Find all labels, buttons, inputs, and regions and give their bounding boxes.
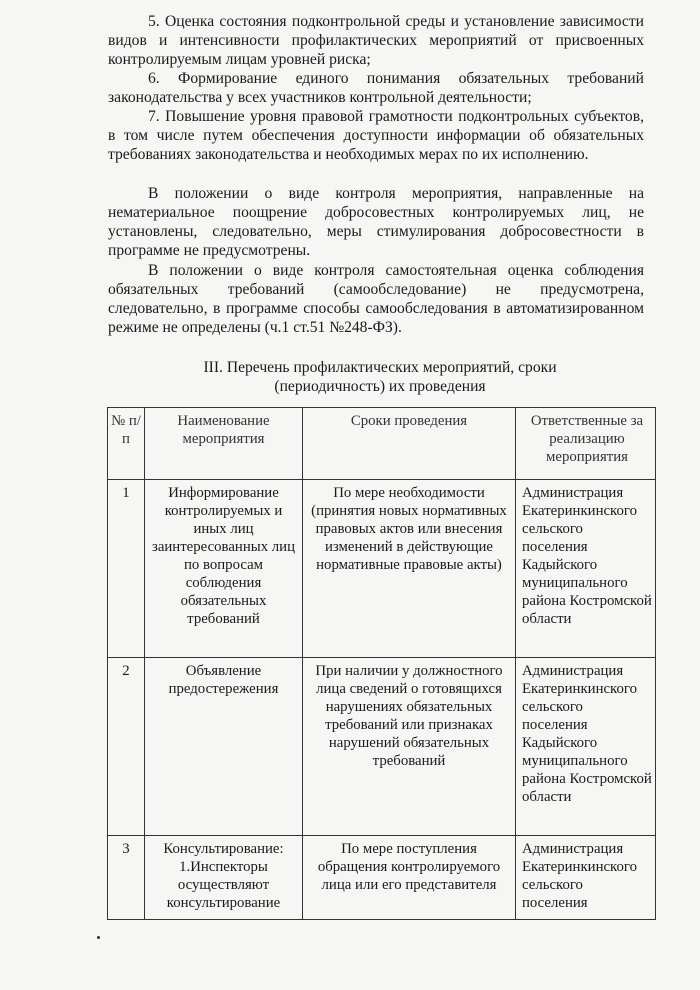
paragraph-item-7: 7. Повышение уровня правовой грамотности подконтрольных субъектов, в том числе путем обеспечения доступности информации об обязательных требованиях законодательства и необходимых мерах по их исполнению. [108,108,644,163]
header-responsible: Ответственные за реализацию мероприятия [516,408,656,480]
row-responsible: Администрация Екатеринкинского сельского поселения Кадыйского муниципального района Костромской области [516,658,656,836]
scan-speck [97,936,100,939]
section-title [180,358,580,396]
row-term: При наличии у должностного лица сведений о готовящихся нарушениях обязательных требований или признаках нарушений обязательных требований [303,658,516,836]
header-name: Наименование мероприятия [145,408,303,480]
table-row [108,480,656,658]
row-num: 1 [108,480,145,658]
paragraph-incentives: В положении о виде контроля мероприятия, направленные на нематериальное поощрение добросовестных контролируемых лиц, не установлены, следовательно, меры стимулирования добросовестности в программе не предусмотрены. [108,185,644,259]
row-name: Объявление предостережения [145,658,303,836]
paragraph-self-assessment: В положении о виде контроля самостоятельная оценка соблюдения обязательных требований (самообследование) не предусмотрена, следовательно, в программе способы самообследования в автоматизированном режиме не определены (ч.1 ст.51 №248-ФЗ). [108,262,644,336]
row-name: Информирование контролируемых и иных лиц заинтересованных лиц по вопросам соблюдения обязательных требований [145,480,303,658]
row-responsible: Администрация Екатеринкинского сельского поселения Кадыйского муниципального района Костромской области [516,480,656,658]
header-term: Сроки проведения [303,408,516,480]
row-responsible: Администрация Екатеринкинского сельского поселения [516,836,656,920]
paragraph-item-6: 6. Формирование единого понимания обязательных требований законодательства у всех участников контрольной деятельности; [108,70,644,106]
table-header-row [108,408,656,480]
row-name: Консультирование: 1.Инспекторы осуществляют консультирование [145,836,303,920]
section-title-line-2: (периодичность) их проведения [274,378,486,395]
row-term: По мере необходимости (принятия новых нормативных правовых актов или внесения изменений в действующие нормативные правовые акты) [303,480,516,658]
header-num: № п/п [108,408,145,480]
section-title-line-1: III. Перечень профилактических мероприятий, сроки [203,359,557,376]
row-num: 2 [108,658,145,836]
paragraph-item-5: 5. Оценка состояния подконтрольной среды и установление зависимости видов и интенсивности профилактических мероприятий от присвоенных контролируемым лицам уровней риска; [108,13,644,68]
row-term: По мере поступления обращения контролируемого лица или его представителя [303,836,516,920]
activities-table [107,407,656,920]
row-num: 3 [108,836,145,920]
table-row [108,658,656,836]
table-row [108,836,656,920]
